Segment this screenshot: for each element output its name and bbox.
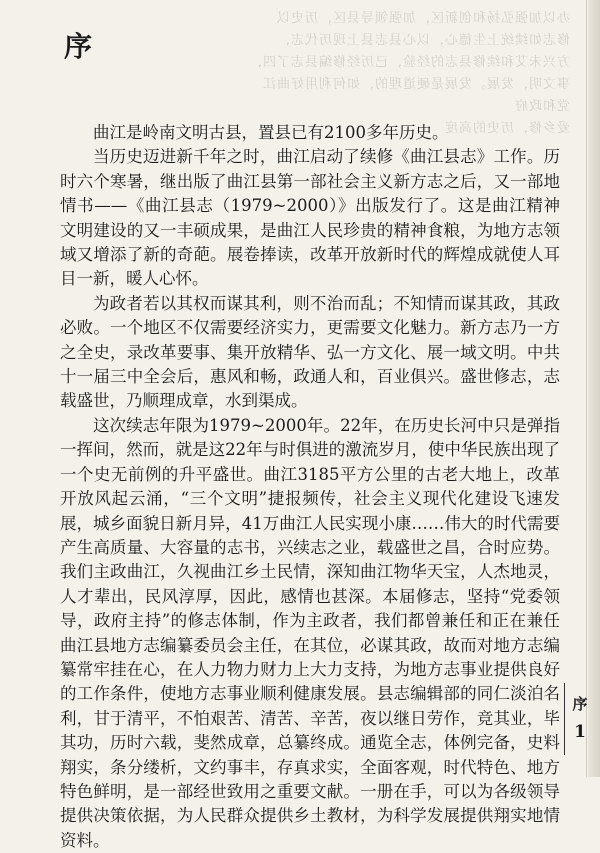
margin-divider bbox=[564, 683, 565, 755]
page-edge-line bbox=[586, 0, 587, 777]
show-through-line: 事文明，发展。发展是硬道理的，如何利用好曲江 bbox=[261, 77, 570, 92]
preface-body bbox=[60, 121, 560, 853]
show-through-line: 党和政府 bbox=[513, 99, 570, 114]
show-through-line: 方兴未艾和续修县志的经验，已历经修编县志了四， bbox=[247, 55, 570, 70]
show-through-line: 爱乡修，历史的高度 bbox=[443, 121, 570, 136]
side-section-label: 序 bbox=[572, 695, 588, 713]
page-title: 序 bbox=[64, 30, 95, 63]
page-edge bbox=[588, 0, 600, 777]
paragraph-4: 这次续志年限为1979~2000年。22年，在历史长河中只是弹指一挥间，然而，就是这22年与时俱进的激流岁月，使中华民族出现了一个史无前例的升平盛世。曲江3185平方公里的古老大地上，改革开放风起云涌，“三个文明”捷报频传，社会主义现代化建设飞速发展，城乡面貌日新月异，41万曲江人民实现小康……伟大的时代需要产生高质量、大容量的志书，兴续志之业，载盛世之昌，合时应势。我们主政曲江，久视曲江乡土民情，深知曲江物华天宝，人杰地灵，人才辈出，民风淳厚，因此，感情也甚深。本届修志，坚持“党委领导，政府主持”的修志体制，作为主政者，我们都曾兼任和正在兼任曲江县地方志编纂委员会主任，在其位，必谋其政，故而对地方志编纂常牢挂在心，在人力物力财力上大力支持，为地方志事业提供良好的工作条件，使地方志事业顺利健康发展。县志编辑部的同仁淡泊名利，甘于清平，不怕艰苦、清苦、辛苦，夜以继日劳作，竞其业，毕其功，历时六载，斐然成章，总纂终成。通览全志，体例完备，史料翔实，条分缕析，文约事丰，存真求实，全面客观，时代特色、地方特色鲜明，是一部经世致用之重要文献。一册在手，可以为各级领导提供决策依据，为人民群众提供乡土教材，为科学发展提供翔实地情资料。 bbox=[60, 415, 560, 850]
paragraph-2: 当历史迈进新千年之时，曲江启动了续修《曲江县志》工作。历时六个寒暑，继出版了曲江县第一部社会主义新方志之后，又一部地情书——《曲江县志（1979~2000）》出版发行了。这是曲江精神文明建设的又一丰硕成果，是曲江人民珍贵的精神食粮，为地方志领域又增添了新的奇葩。展卷捧读，改革开放新时代的辉煌成就使人耳目一新，暖人心怀。 bbox=[60, 147, 560, 289]
paragraph-1: 曲江是岭南文明古县，置县已有2100多年历史。 bbox=[93, 123, 449, 142]
show-through-line: 办以加强弘扬和创新区，加强领导县区，历史以 bbox=[275, 11, 570, 26]
paragraph-3: 为政者若以其权而谋其利，则不治而乱；不知情而谋其政，其政必败。一个地区不仅需要经济实力，更需要文化魅力。新方志乃一方之全史，录改革要事、集开放精华、弘一方文化、展一域文明。中共十一届三中全会后，惠风和畅，政通人和，百业俱兴。盛世修志，志载盛世，乃顺理成章，水到渠成。 bbox=[60, 293, 560, 411]
show-through-line: 修志如续统上生德心，以心县志县上现历代志， bbox=[275, 33, 570, 48]
page-number: 1 bbox=[574, 722, 586, 742]
